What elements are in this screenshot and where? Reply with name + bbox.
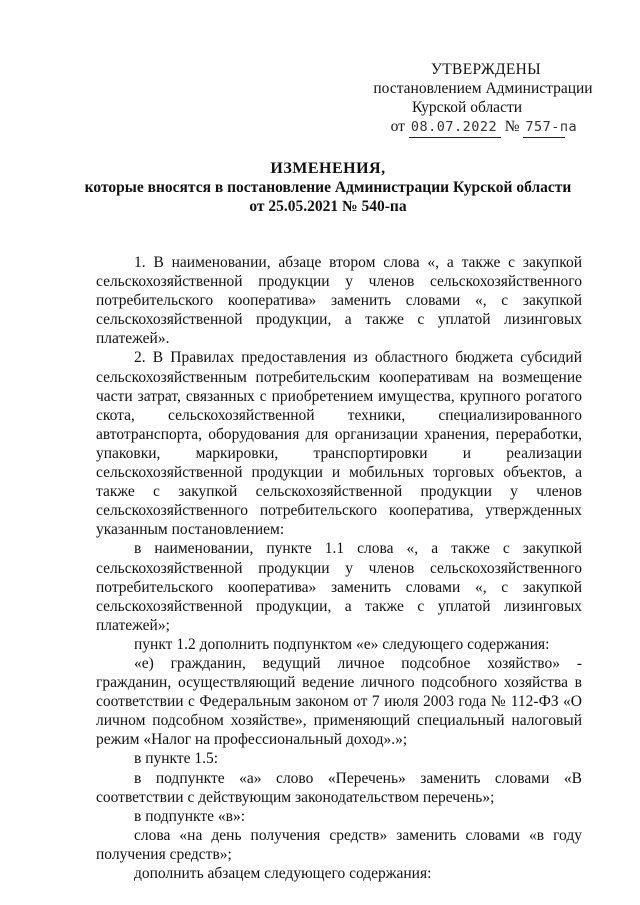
title-subject: которые вносятся в постановление Администрации Курской области [84, 179, 572, 196]
paragraph-6: в пункте 1.5: [134, 750, 219, 768]
date-prefix: от [390, 118, 405, 135]
paragraph-5: «е) гражданин, ведущий личное подсобное хозяйство» - гражданин, осуществляющий ведение личного подсобного хозяйства в соответствии с Федеральным законом от 7 июля 2003 года № 112-ФЗ «О личном подсобном хозяйстве», применяющий специальный налоговый режим «Налог на профессиональный доход».»; [96, 654, 582, 749]
approval-stamp [356, 60, 596, 138]
approval-heading: УТВЕРЖДЕНЫ [431, 61, 541, 78]
paragraph-1: 1. В наименовании, абзаце втором слова «, а также с закупкой сельскохозяйственной продукции у членов сельскохозяйственного потребительского кооператива» заменить словами «, с закупкой сельскохозяйственной продукции, а также с уплатой лизинговых платежей». [96, 254, 582, 348]
approval-region: Курской области [411, 99, 523, 116]
paragraph-4: пункт 1.2 дополнить подпунктом «е» следующего содержания: [134, 635, 550, 653]
paragraph-2: 2. В Правилах предоставления из областного бюджета субсидий сельскохозяйственным потребительским кооперативам на возмещение части затрат, связанных с приобретением имущества, крупного рогатого скота, сельскохозяйственной техники, специализированного автотранспорта, оборудования для организации хранения, переработки, упаковки, маркировки, транспортировки и реализации сельскохозяйственной продукции и мобильных торговых объектов, а также с закупкой сельскохозяйственной продукции у членов сельскохозяйственного потребительского кооператива, утвержденных указанным постановлением: [96, 349, 582, 539]
paragraph-7: в подпункте «а» слово «Перечень» заменить словами «В соответствии с действующим законодательством перечень»; [96, 769, 582, 806]
document-title [80, 159, 600, 216]
paragraph-3: в наименовании, пункте 1.1 слова «, а также с закупкой сельскохозяйственной продукции у членов сельскохозяйственного потребительского кооператива» заменить словами «, с закупкой сельскохозяйственной продукции, а также с уплатой лизинговых платежей»; [96, 540, 582, 634]
approval-number: 757-па [523, 118, 565, 138]
paragraph-8: в подпункте «в»: [134, 807, 245, 825]
paragraph-10: дополнить абзацем следующего содержания: [134, 865, 432, 882]
approval-authority: постановлением Администрации [373, 80, 593, 97]
title-reference: от 25.05.2021 № 540-па [249, 198, 407, 215]
number-prefix: № [504, 118, 520, 135]
paragraph-9: слова «на день получения средств» заменить словами «в году получения средств»; [96, 826, 582, 863]
approval-date-line [360, 117, 596, 138]
approval-date: 08.07.2022 [409, 118, 501, 138]
document-body [96, 253, 582, 883]
title-heading: ИЗМЕНЕНИЯ, [270, 160, 386, 177]
